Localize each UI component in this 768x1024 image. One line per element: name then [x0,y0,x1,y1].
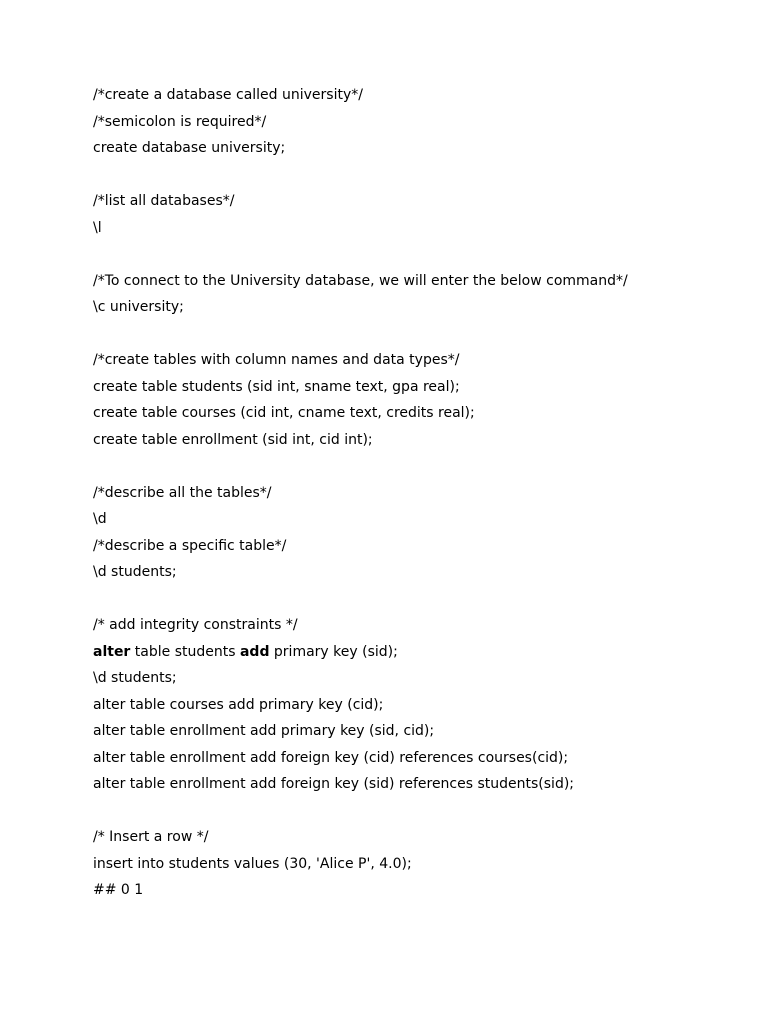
code-line: \d [93,511,107,527]
document-page [93,84,733,906]
comment-line: /*semicolon is required*/ [93,113,267,130]
code-fragment: table students [130,643,240,660]
comment-line: /* Insert a row */ [93,829,209,845]
code-line: alter table courses add primary key (cid); [93,696,384,713]
comment-line: /*create a database called university*/ [93,87,363,103]
comment-line: /* add integrity constraints */ [93,617,298,633]
blank-line [93,455,733,482]
code-line: alter table enrollment add foreign key (sid) references students(sid); [93,776,575,792]
code-line: create table enrollment (sid int, cid int); [93,431,373,448]
blank-line [93,588,733,615]
code-line: alter table enrollment add primary key (sid, cid); [93,723,435,739]
bold-keyword-add: add [239,643,270,660]
comment-line: /*To connect to the University database, we will enter the below command*/ [93,272,628,289]
code-line: create database university; [93,140,286,156]
code-line: insert into students values (30, 'Alice P', 4.0); [93,855,412,872]
comment-line: /*describe all the tables*/ [93,484,272,501]
code-line: \c university; [93,299,184,315]
bold-keyword-alter: alter [93,643,131,660]
comment-line: /*describe a specific table*/ [93,537,287,554]
comment-line: /*create tables with column names and data types*/ [93,352,460,368]
code-line: \d students; [93,564,177,580]
blank-line [93,243,733,270]
code-line: alter table enrollment add foreign key (cid) references courses(cid); [93,749,569,766]
blank-line [93,800,733,827]
output-line: ## 0 1 [93,882,144,898]
blank-line [93,323,733,350]
comment-line: /*list all databases*/ [93,193,235,209]
code-line: create table students (sid int, sname text, gpa real); [93,378,460,395]
alter-primary-key-line [93,641,733,668]
code-line: \l [93,219,102,236]
code-line: \d students; [93,670,177,686]
blank-line [93,164,733,191]
code-fragment: primary key (sid); [269,643,398,660]
code-line: create table courses (cid int, cname text, credits real); [93,405,475,421]
